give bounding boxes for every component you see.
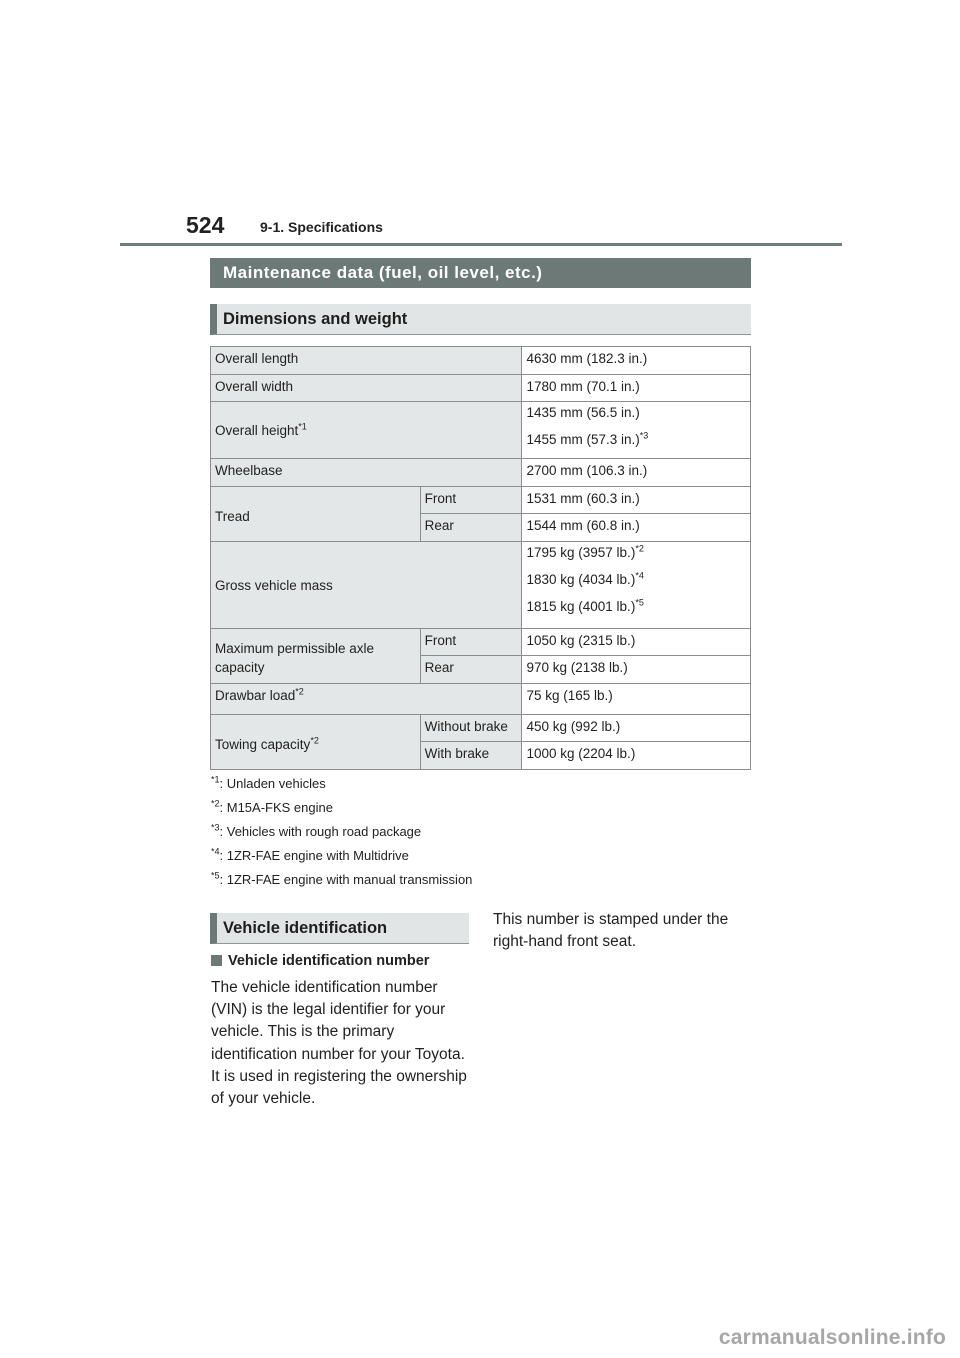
label-text: Towing capacity: [215, 736, 311, 752]
chapter-title: 9-1. Specifications: [260, 219, 383, 235]
value-line: [526, 431, 746, 458]
dimensions-table: [210, 346, 751, 770]
value-cell: 1000 kg (2204 lb.): [522, 742, 751, 770]
sublabel-cell: Front: [420, 629, 522, 656]
value-text: 1795 kg (3957 lb.): [526, 545, 636, 560]
section-title: Maintenance data (fuel, oil level, etc.): [210, 258, 751, 288]
footnote-mark: *3: [211, 822, 220, 833]
table-row: [211, 684, 751, 715]
value-text: 1815 kg (4001 lb.): [526, 599, 636, 614]
label-cell: [211, 684, 522, 715]
value-cell: 450 kg (992 lb.): [522, 715, 751, 742]
value-cell: 75 kg (165 lb.): [522, 684, 751, 715]
sublabel-cell: Rear: [420, 514, 522, 542]
footnote-ref: *4: [635, 570, 644, 581]
value-text: 1435 mm (56.5 in.): [526, 405, 640, 420]
dimensions-heading: Dimensions and weight: [210, 304, 751, 335]
vin-subheading: [211, 953, 429, 969]
footnote-ref: *5: [635, 597, 644, 608]
value-line: [526, 544, 746, 571]
table-row: [211, 629, 751, 656]
footnote-ref: *1: [298, 421, 307, 431]
value-cell: [522, 402, 751, 459]
table-row: [211, 542, 751, 629]
footnote-mark: *2: [211, 798, 220, 809]
sublabel-cell: Rear: [420, 656, 522, 684]
vin-subheading-text: Vehicle identification number: [228, 953, 430, 969]
label-cell: Tread: [211, 487, 421, 542]
footnote-ref: *2: [295, 686, 304, 697]
footnote-text: : Vehicles with rough road package: [219, 824, 422, 839]
page-number: 524: [186, 212, 225, 238]
label-cell: Overall length: [211, 347, 522, 375]
label-cell: [211, 629, 421, 684]
vehicle-identification-heading: Vehicle identification: [210, 913, 469, 944]
label-cell: Overall width: [211, 375, 522, 402]
footnote-text: : Unladen vehicles: [219, 776, 326, 791]
footnote-mark: *1: [211, 774, 220, 785]
header-divider: [120, 243, 842, 246]
footnote: [211, 846, 472, 870]
footnote-ref: *2: [635, 543, 644, 554]
label-cell: [211, 715, 421, 770]
vin-location-paragraph: This number is stamped under the right-hand front seat.: [493, 911, 729, 951]
sublabel-cell: Front: [420, 487, 522, 514]
label-line: capacity: [215, 660, 265, 675]
square-bullet-icon: [211, 955, 222, 966]
table-row: [211, 459, 751, 487]
sublabel-cell: Without brake: [420, 715, 522, 742]
label-text: Drawbar load: [215, 688, 296, 703]
table-row: [211, 375, 751, 402]
label-cell: [211, 402, 522, 459]
value-line: [526, 598, 746, 625]
label-cell: Wheelbase: [211, 459, 522, 487]
value-cell: 1780 mm (70.1 in.): [522, 375, 751, 402]
value-cell: 4630 mm (182.3 in.): [522, 347, 751, 375]
footnote-text: : M15A-FKS engine: [219, 800, 333, 815]
watermark: carmanualsonline.info: [718, 1326, 946, 1349]
footnote-mark: *5: [211, 870, 220, 881]
label-line: Maximum permissible axle: [215, 641, 375, 656]
footnote: [211, 822, 472, 846]
value-cell: 970 kg (2138 lb.): [522, 656, 751, 684]
footnote-ref: *3: [639, 430, 649, 441]
footnotes: [211, 774, 472, 894]
footnote: [211, 774, 472, 798]
value-cell: 1544 mm (60.8 in.): [522, 514, 751, 542]
label-text: Overall height: [215, 422, 299, 438]
footnote-text: : 1ZR-FAE engine with manual transmission: [219, 872, 473, 887]
value-line: [526, 404, 746, 431]
footnote-mark: *4: [211, 846, 220, 857]
value-cell: 1531 mm (60.3 in.): [522, 487, 751, 514]
footnote: [211, 798, 472, 822]
table-row: [211, 487, 751, 514]
value-cell: 2700 mm (106.3 in.): [522, 459, 751, 487]
value-cell: 1050 kg (2315 lb.): [522, 629, 751, 656]
footnote-ref: *2: [310, 735, 319, 745]
table-row: [211, 715, 751, 742]
value-text: 1830 kg (4034 lb.): [526, 572, 636, 587]
label-cell: Gross vehicle mass: [211, 542, 522, 629]
footnote-text: : 1ZR-FAE engine with Multidrive: [219, 848, 409, 863]
value-line: [526, 571, 746, 598]
table-row: [211, 402, 751, 459]
value-text: 1455 mm (57.3 in.): [526, 432, 640, 447]
sublabel-cell: With brake: [420, 742, 522, 770]
table-row: [211, 347, 751, 375]
vin-paragraph: The vehicle identification number (VIN) is the legal identifier for your vehicle. This is the primary identification number for your Toyota. It is used in registering the ownership of your vehicle.: [211, 979, 467, 1108]
value-cell: [522, 542, 751, 629]
footnote: [211, 870, 472, 894]
